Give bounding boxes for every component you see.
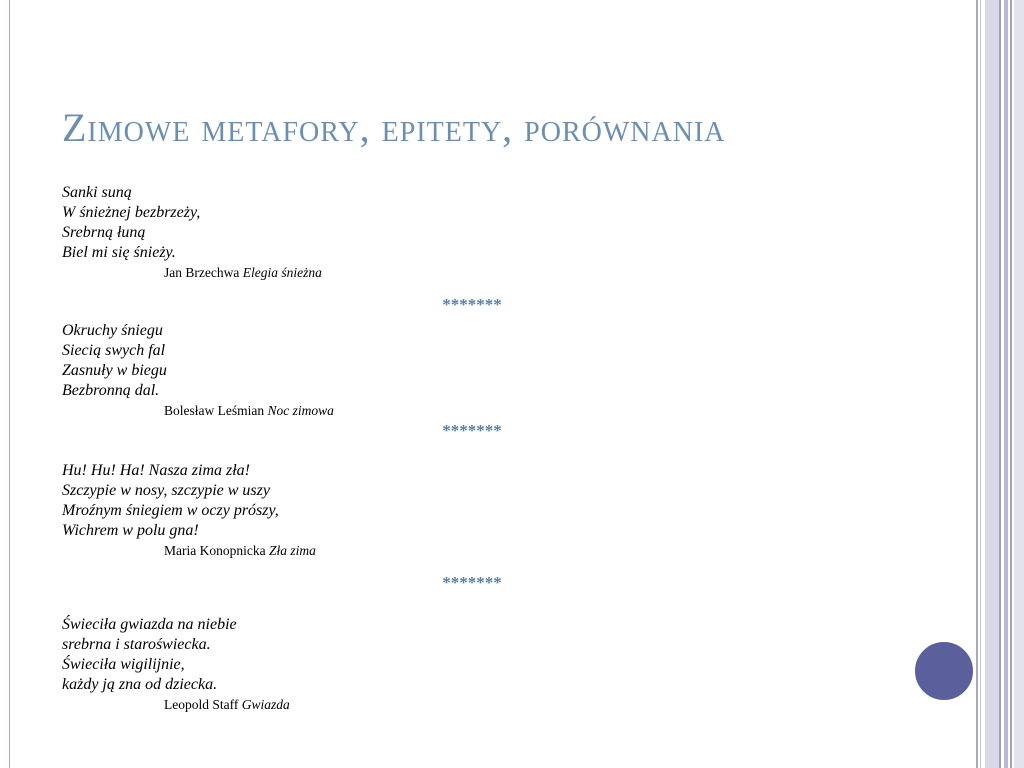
poem-excerpt bbox=[62, 615, 882, 715]
verse-line: srebrna i staroświecka. bbox=[62, 636, 211, 653]
verse-line: Wichrem w polu gna! bbox=[62, 522, 199, 539]
poem-title: Gwiazda bbox=[241, 697, 290, 712]
poem-title: Noc zimowa bbox=[267, 403, 334, 418]
poem-attribution bbox=[62, 263, 882, 283]
verse-line: Świeciła gwiazda na niebie bbox=[62, 616, 237, 633]
separator: ******* bbox=[442, 295, 502, 314]
poem-excerpt bbox=[62, 183, 882, 283]
stripe bbox=[1010, 0, 1012, 768]
poem-attribution bbox=[62, 695, 882, 715]
poem-excerpt bbox=[62, 321, 882, 421]
verse-line: Srebrną łuną bbox=[62, 224, 146, 241]
verse-line: Mroźnym śniegiem w oczy prószy, bbox=[62, 502, 279, 519]
poem-excerpt bbox=[62, 461, 882, 561]
verse-line: Bezbronną dal. bbox=[62, 382, 160, 399]
verse-line: Siecią swych fal bbox=[62, 342, 166, 359]
stripe bbox=[1014, 0, 1024, 768]
poem-author: Leopold Staff bbox=[164, 697, 239, 712]
separator: ******* bbox=[442, 573, 502, 592]
stripe bbox=[1004, 0, 1008, 768]
verse-line: Szczypie w nosy, szczypie w uszy bbox=[62, 482, 270, 499]
verse-line: Zasnuły w biegu bbox=[62, 362, 167, 379]
stripe bbox=[976, 0, 978, 768]
decorative-stripes bbox=[976, 0, 1024, 768]
left-border-line bbox=[9, 0, 10, 768]
verse-line: Hu! Hu! Ha! Nasza zima zła! bbox=[62, 462, 250, 479]
poem-author: Jan Brzechwa bbox=[164, 265, 240, 280]
poem-title: Elegia śnieżna bbox=[242, 265, 322, 280]
poem-attribution bbox=[62, 541, 882, 561]
slide-content bbox=[62, 183, 882, 715]
decorative-circle bbox=[913, 640, 975, 702]
verse-line: Sanki suną bbox=[62, 184, 132, 201]
verse-line: każdy ją zna od dziecka. bbox=[62, 676, 218, 693]
poem-author: Bolesław Leśmian bbox=[164, 403, 265, 418]
stripe bbox=[985, 0, 999, 768]
verse-line: Świeciła wigilijnie, bbox=[62, 656, 185, 673]
poem-title: Zła zima bbox=[268, 543, 316, 558]
slide-title: Zimowe metafory, epitety, porównania bbox=[62, 105, 726, 150]
poem-attribution bbox=[62, 401, 882, 421]
verse-line: Biel mi się śnieży. bbox=[62, 244, 176, 261]
stripe bbox=[980, 0, 981, 768]
stripe bbox=[999, 0, 1001, 768]
separator: ******* bbox=[442, 421, 502, 440]
verse-line: Okruchy śniegu bbox=[62, 322, 163, 339]
verse-line: W śnieżnej bezbrzeży, bbox=[62, 204, 201, 221]
poem-author: Maria Konopnicka bbox=[164, 543, 266, 558]
